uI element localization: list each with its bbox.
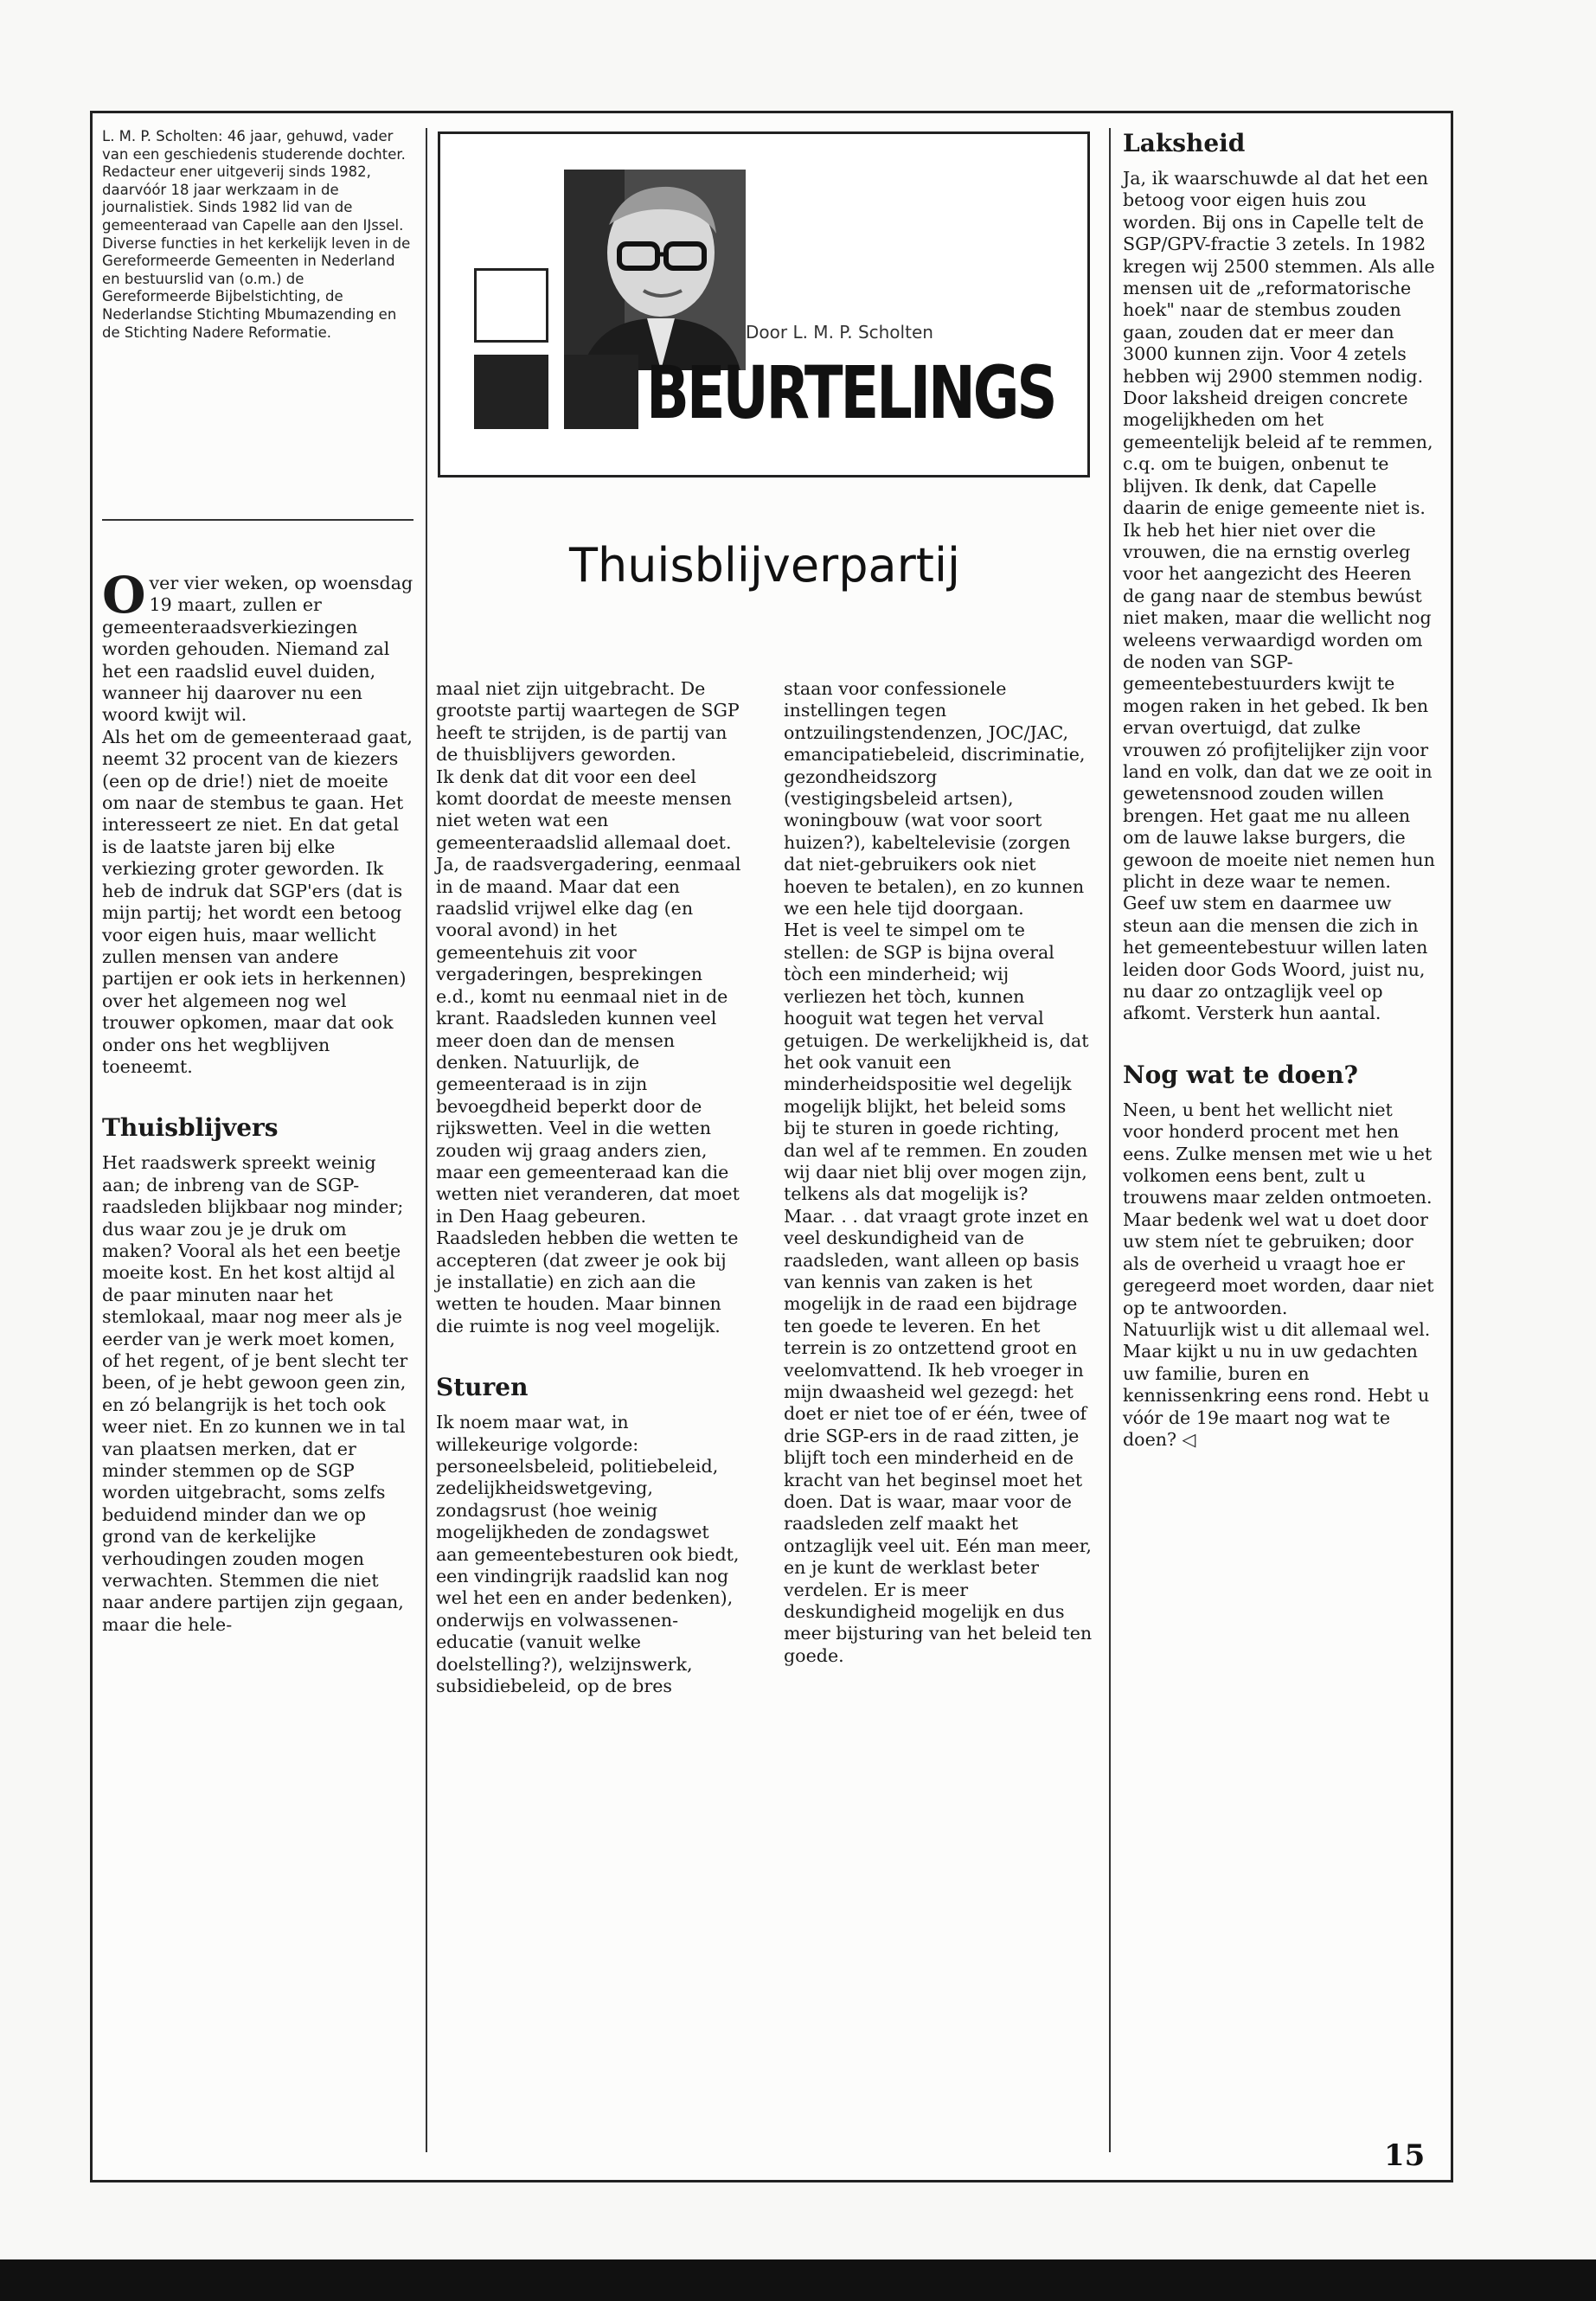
column-rule (1109, 128, 1111, 2152)
paragraph: Het raadswerk spreekt weinig aan; de inbreng van de SGP-raadsleden blijkbaar nog minder; dus waar zou je je druk om maken? Vooral als het een beetje moeite kost. En het kost altijd al de paar minuten naar het stemlokaal, maar nog meer als je eerder van je werk moet komen, of het regent, of je bent slecht ter been, of je hebt gewoon geen zin, en zó belangrijk is het toch ook weer niet. En zo kunnen we in tal van plaatsen merken, dat er minder stemmen op de SGP worden uitgebracht, soms zelfs beduidend minder dan we op grond van de kerkelijke verhoudingen zouden mogen verwachten. Stemmen die niet naar andere partijen zijn gegaan, maar die hele- (102, 1152, 408, 1635)
subheading-laksheid: Laksheid (1123, 129, 1246, 157)
paragraph: Neen, u bent het wellicht niet voor honderd procent met hen eens. Zulke mensen met wie u het volkomen eens bent, zult u trouwens maar zelden ontmoeten. (1123, 1099, 1433, 1208)
subheading-thuisblijvers: Thuisblijvers (102, 1113, 279, 1143)
author-bio (102, 128, 413, 342)
article-column-3 (784, 678, 1093, 1667)
paragraph: Ik denk dat dit voor een deel komt doordat de meeste mensen niet weten wat een gemeenteraadslid allemaal doet. Ja, de raadsvergadering, eenmaal in de maand. Maar dat een raadslid vrijwel elke dag (en vooral avond) in het gemeentehuis zit voor vergaderingen, besprekingen e.d., komt nu eenmaal niet in de krant. Raadsleden kunnen veel meer doen dan de mensen denken. Natuurlijk, de gemeenteraad is in zijn bevoegdheid beperkt door de rijkswetten. Veel in die wetten zouden wij graag anders zien, maar een gemeenteraad kan die wetten niet veranderen, dat moet in Den Haag gebeuren. Raadsleden hebben die wetten te accepteren (dat zweer je ook bij je installatie) en zich aan die wetten te houden. Maar binnen die ruimte is nog veel mogelijk. (436, 766, 741, 1336)
article-headline: Thuisblijverpartij (569, 538, 960, 593)
paragraph: Natuurlijk wist u dit allemaal wel. Maar kijkt u nu in uw gedachten uw familie, buren en kennissenkring eens rond. Hebt u vóór de 19e maart nog wat te doen? ◁ (1123, 1318, 1431, 1450)
author-photo (564, 170, 746, 370)
article-column-4 (1123, 128, 1436, 1451)
paragraph: Maar. . . dat vraagt grote inzet en veel deskundigheid van de raadsleden, want alleen op basis van kennis van zaken is het mogelijk in de raad een bijdrage ten goede te leveren. En het terrein is zo ontzettend groot en veelomvattend. Ik heb vroeger in mijn dwaasheid wel gezegd: het doet er niet toe of er één, twee of drie SGP-ers in de raad zitten, je blijft toch een minderheid en de kracht van het beginsel moet het doen. Dat is waar, maar voor de raadsleden zelf maakt het ontzaglijk veel uit. Eén man meer, en je kunt de werklast beter verdelen. Er is meer deskundigheid mogelijk en dus meer bijsturing van het beleid ten goede. (784, 1205, 1093, 1666)
author-bio-text: L. M. P. Scholten: 46 jaar, gehuwd, vader van een geschiedenis studerende dochter. Redacteur ener uitgeverij sinds 1982, daarvóór 18 jaar werkzaam in de journalistiek. Sinds 1982 lid van de gemeenteraad van Capelle aan den IJssel. Diverse functies in het kerkelijk leven in de Gereformeerde Gemeenten in Nederland en bestuurslid van (o.m.) de Gereformeerde Bijbelstichting, de Nederlandse Stichting Mbumazending en de Stichting Nadere Reformatie. (102, 128, 411, 341)
decorative-square-filled (474, 355, 548, 429)
portrait-image (564, 170, 746, 370)
decorative-square-filled (564, 355, 638, 429)
intro-paragraph (102, 566, 413, 727)
paragraph: maal niet zijn uitgebracht. De grootste partij waartegen de SGP heeft te strijden, is de partij van de thuisblijvers geworden. (436, 678, 740, 766)
scan-bottom-band (0, 2259, 1596, 2301)
article-column-1 (102, 566, 413, 1636)
byline: Door L. M. P. Scholten (746, 322, 933, 343)
page-number: 15 (1384, 2138, 1426, 2173)
drop-cap: O (102, 566, 146, 625)
paragraph: Ik noem maar wat, in willekeurige volgorde: personeelsbeleid, politiebeleid, zedelijkheidswetgeving, zondagsrust (hoe weinig mogelijkheden de zondagswet aan gemeentebesturen ook biedt, een vindingrijk raadslid kan nog wel het een en ander bedenken), onderwijs en volwassenen-educatie (vanuit welke doelstelling?), welzijnswerk, subsidiebeleid, op de bres (436, 1412, 740, 1697)
bio-divider (102, 519, 413, 521)
paragraph: staan voor confessionele instellingen tegen ontzuilingstendenzen, JOC/JAC, emancipatiebeleid, discriminatie, gezondheidszorg (vestigingsbeleid artsen), woningbouw (wat voor soort huizen?), kabeltelevisie (zorgen dat niet-gebruikers ook niet hoeven te betalen), en zo kunnen we een hele tijd doorgaan. (784, 678, 1086, 920)
decorative-square-outline (474, 268, 548, 343)
subheading-nog-wat-te-doen: Nog wat te doen? (1123, 1060, 1358, 1089)
subheading-sturen: Sturen (436, 1373, 529, 1402)
paragraph: Maar bedenk wel wat u doet door uw stem níet te gebruiken; door als de overheid u vraagt hoe er geregeerd moet worden, daar niet op te antwoorden. (1123, 1208, 1434, 1318)
intro-text: ver vier weken, op woensdag 19 maart, zullen er gemeenteraadsverkiezingen worden gehouden. Niemand zal het een raadslid euvel duiden, wanneer hij daarover nu een woord kwijt wil. (102, 573, 413, 726)
paragraph: Het is veel te simpel om te stellen: de SGP is bijna overal tòch een minderheid; wij verliezen het tòch, kunnen hooguit wat tegen het verval getuigen. De werkelijkheid is, dat het ook vanuit een minderheidspositie wel degelijk mogelijk blijkt, het beleid soms bij te sturen in goede richting, dan wel af te remmen. En zouden wij daar niet blij over mogen zijn, telkens als dat mogelijk is? (784, 920, 1089, 1205)
column-rubric-title: BEURTELINGS (646, 350, 1055, 435)
article-column-2 (436, 678, 746, 1697)
paragraph: Als het om de gemeenteraad gaat, neemt 32 procent van de kiezers (een op de drie!) niet de moeite om naar de stembus te gaan. Het interesseert ze niet. En dat getal is de laatste jaren bij elke verkiezing groter geworden. Ik heb de indruk dat SGP'ers (dat is mijn partij; het wordt een betoog voor eigen huis, maar wellicht zullen mensen van andere partijen er ook iets in herkennen) over het algemeen nog wel trouwer opkomen, maar dat ook onder ons het wegblijven toeneemt. (102, 726, 413, 1077)
paragraph: Ja, ik waarschuwde al dat het een betoog voor eigen huis zou worden. Bij ons in Capelle telt de SGP/GPV-fractie 3 zetels. In 1982 kregen wij 2500 stemmen. Als alle mensen uit de „reformatorische hoek" naar de stembus zouden gaan, zouden dat er meer dan 3000 kunnen zijn. Voor 4 zetels hebben wij 2900 stemmen nodig. Door laksheid dreigen concrete mogelijkheden om het gemeentelijk beleid af te remmen, c.q. om te buigen, onbenut te blijven. Ik denk, dat Capelle daarin de enige gemeente niet is. (1123, 168, 1435, 519)
paragraph: Ik heb het hier niet over die vrouwen, die na ernstig overleg voor het aangezicht des Heeren de gang naar de stembus bewúst niet maken, maar die wellicht nog weleens verwaardigd worden om de noden van SGP-gemeentebestuurders kwijt te mogen raken in het gebed. Ik ben ervan overtuigd, dat zulke vrouwen zó profijtelijker zijn voor land en volk, dan dat we ze ooit in gewetensnood zouden willen brengen. Het gaat me nu alleen om de lauwe lakse burgers, die gewoon de moeite niet nemen hun plicht in deze waar te nemen. Geef uw stem en daarmee uw steun aan die mensen die zich in het gemeentebestuur willen laten leiden door Gods Woord, juist nu, nu daar zo ontzaglijk veel op afkomt. Versterk hun aantal. (1123, 519, 1435, 1024)
column-rule (426, 128, 427, 2152)
